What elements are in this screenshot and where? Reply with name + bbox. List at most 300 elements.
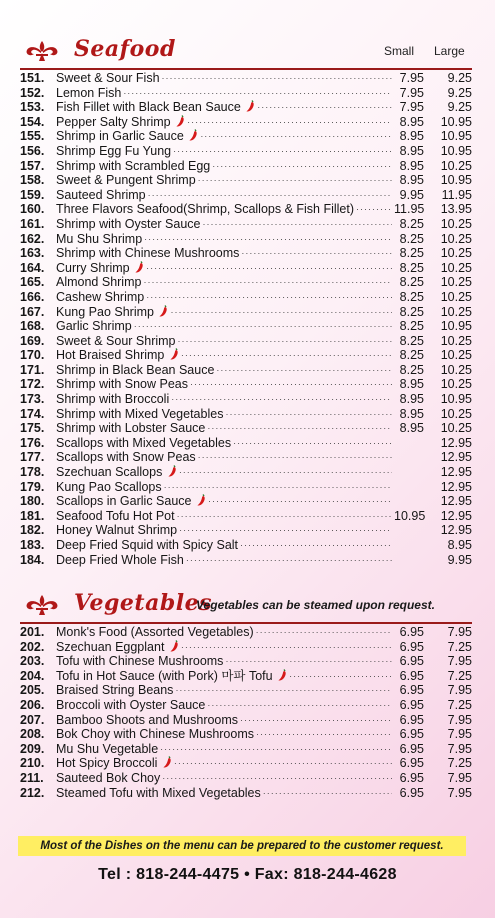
price-large: 13.95 <box>440 202 472 217</box>
item-name-text: Monk's Food (Assorted Vegetables) <box>56 625 254 639</box>
chili-pepper-icon <box>176 115 185 127</box>
dot-leader <box>177 509 392 524</box>
item-name-text: Lemon Fish <box>56 85 122 100</box>
price-large: 10.25 <box>440 275 472 290</box>
item-name-text: Shrimp Egg Fu Yung <box>56 143 172 158</box>
item-number: 156. <box>20 143 45 158</box>
item-number: 160. <box>20 202 45 217</box>
menu-item-row <box>20 144 472 159</box>
section-divider <box>20 68 472 70</box>
item-number: 152. <box>20 85 45 100</box>
vegetables-note: Vegetables can be steamed upon request. <box>196 598 435 612</box>
price-large: 10.95 <box>440 319 472 334</box>
item-name <box>56 363 214 378</box>
price-large: 10.25 <box>440 260 472 275</box>
vegetables-header <box>20 590 472 620</box>
menu-item-row <box>20 392 472 407</box>
item-number: 177. <box>20 450 45 465</box>
dot-leader <box>207 421 392 436</box>
price-small: 7.95 <box>399 71 424 85</box>
dot-leader <box>289 669 392 684</box>
item-number: 207. <box>20 712 45 727</box>
item-name <box>56 348 179 363</box>
menu-item-row <box>20 669 472 684</box>
item-name-text: Kung Pao Shrimp <box>56 304 154 319</box>
price-small: 6.95 <box>399 654 424 669</box>
item-name-text: Shrimp with Lobster Sauce <box>56 421 206 436</box>
vegetables-item-list <box>20 625 472 800</box>
price-small: 11.95 <box>394 202 425 217</box>
item-number: 210. <box>20 756 45 771</box>
dot-leader <box>207 698 392 713</box>
price-small: 8.25 <box>399 362 424 377</box>
price-small: 8.25 <box>399 260 424 275</box>
dot-leader <box>263 786 392 801</box>
price-small: 8.95 <box>399 129 424 144</box>
item-name <box>56 173 196 188</box>
item-name-text: Shrimp in Garlic Sauce <box>56 129 184 144</box>
dot-leader <box>190 377 392 392</box>
price-large: 12.95 <box>440 465 472 480</box>
item-number: 204. <box>20 668 45 683</box>
item-number: 162. <box>20 231 45 246</box>
item-number: 155. <box>20 129 45 144</box>
item-number: 157. <box>20 158 45 173</box>
menu-item-row <box>20 71 472 86</box>
item-number: 176. <box>20 435 45 450</box>
item-name <box>56 494 206 509</box>
item-number: 161. <box>20 216 45 231</box>
menu-item-row <box>20 640 472 655</box>
price-small: 6.95 <box>399 625 424 639</box>
menu-item-row <box>20 290 472 305</box>
dot-leader <box>187 115 392 130</box>
menu-item-row <box>20 86 472 101</box>
menu-item-row <box>20 129 472 144</box>
item-name <box>56 465 177 480</box>
item-name <box>56 334 176 349</box>
price-small: 8.95 <box>399 158 424 173</box>
item-name <box>56 159 210 174</box>
price-small: 6.95 <box>399 785 424 800</box>
dot-leader <box>225 654 392 669</box>
item-name <box>56 86 121 101</box>
item-number: 158. <box>20 173 45 188</box>
price-small: 8.25 <box>399 289 424 304</box>
dot-leader <box>256 727 392 742</box>
chili-pepper-icon <box>163 756 172 768</box>
item-name-text: Shrimp with Broccoli <box>56 392 170 407</box>
item-name-text: Shrimp in Black Bean Sauce <box>56 362 215 377</box>
item-number: 184. <box>20 552 45 567</box>
item-name-text: Seafood Tofu Hot Pot <box>56 508 175 523</box>
chili-pepper-icon <box>168 465 177 477</box>
dot-leader <box>240 538 392 553</box>
price-large: 7.95 <box>447 654 472 669</box>
price-large: 12.95 <box>440 450 472 465</box>
price-large: 10.25 <box>440 348 472 363</box>
price-large: 10.95 <box>440 392 472 407</box>
item-name <box>56 538 238 553</box>
item-name <box>56 319 132 334</box>
price-small: 8.25 <box>399 231 424 246</box>
item-number: 202. <box>20 639 45 654</box>
price-large: 12.95 <box>440 435 472 450</box>
seafood-header <box>20 36 472 66</box>
dot-leader <box>203 217 393 232</box>
dot-leader <box>144 232 392 247</box>
menu-item-row <box>20 305 472 320</box>
menu-item-row <box>20 246 472 261</box>
price-large: 7.95 <box>447 727 472 742</box>
fleur-de-lis-icon <box>20 594 64 616</box>
menu-item-row <box>20 275 472 290</box>
price-small: 6.95 <box>399 668 424 683</box>
item-name-text: Szechuan Eggplant <box>56 639 165 654</box>
item-name-text: Shrimp with Scrambled Egg <box>56 158 211 173</box>
dot-leader <box>162 71 392 86</box>
dot-leader <box>134 319 392 334</box>
item-name <box>56 115 185 130</box>
price-large: 12.95 <box>440 479 472 494</box>
dot-leader <box>241 246 392 261</box>
item-name <box>56 640 179 655</box>
price-small: 6.95 <box>399 756 424 771</box>
menu-item-row <box>20 363 472 378</box>
item-name-text: Broccoli with Oyster Sauce <box>56 697 206 712</box>
item-name-text: Scallops in Garlic Sauce <box>56 494 192 509</box>
dot-leader <box>198 450 392 465</box>
item-name <box>56 742 158 757</box>
item-name <box>56 246 239 261</box>
menu-item-row <box>20 756 472 771</box>
item-name-text: Bamboo Shoots and Mushrooms <box>56 712 239 727</box>
price-large: 7.95 <box>447 712 472 727</box>
item-name <box>56 756 172 771</box>
item-name-text: Mu Shu Vegetable <box>56 741 159 756</box>
menu-item-row <box>20 771 472 786</box>
menu-item-row <box>20 683 472 698</box>
price-large: 12.95 <box>440 494 472 509</box>
item-name-text: Scallops with Snow Peas <box>56 450 196 465</box>
item-name <box>56 392 169 407</box>
seafood-item-list <box>20 71 472 567</box>
price-large: 12.95 <box>440 523 472 538</box>
vegetables-section <box>20 590 472 800</box>
item-number: 180. <box>20 494 45 509</box>
chili-pepper-icon <box>170 640 179 652</box>
price-large: 9.25 <box>447 71 472 85</box>
item-number: 169. <box>20 333 45 348</box>
price-small: 6.95 <box>399 683 424 698</box>
price-small: 8.95 <box>399 143 424 158</box>
dot-leader <box>257 100 392 115</box>
item-name-text: Hot Braised Shrimp <box>56 348 165 363</box>
dot-leader <box>160 742 392 757</box>
menu-item-row <box>20 421 472 436</box>
price-small: 6.95 <box>399 712 424 727</box>
dot-leader <box>256 625 392 640</box>
item-number: 208. <box>20 727 45 742</box>
item-name <box>56 654 223 669</box>
menu-item-row <box>20 465 472 480</box>
price-large: 12.95 <box>440 508 472 523</box>
item-name <box>56 771 160 786</box>
item-number: 201. <box>20 625 45 639</box>
menu-item-row <box>20 261 472 276</box>
item-name <box>56 407 223 422</box>
dot-leader <box>170 305 392 320</box>
item-name <box>56 436 231 451</box>
item-number: 183. <box>20 538 45 552</box>
dot-leader <box>148 188 392 203</box>
item-number: 172. <box>20 377 45 392</box>
item-name-text: Steamed Tofu with Mixed Vegetables <box>56 785 261 800</box>
price-small: 6.95 <box>399 639 424 654</box>
item-name-text: Kung Pao Scallops <box>56 479 162 494</box>
item-name <box>56 275 141 290</box>
dot-leader <box>179 523 392 538</box>
item-name-text: Almond Shrimp <box>56 275 142 290</box>
dot-leader <box>179 465 392 480</box>
item-name <box>56 713 238 728</box>
item-name-text: Sweet & Pungent Shrimp <box>56 173 196 188</box>
price-large: 7.25 <box>447 756 472 771</box>
menu-item-row <box>20 727 472 742</box>
price-small: 9.95 <box>399 187 424 202</box>
price-small: 8.25 <box>399 333 424 348</box>
item-name-text: Garlic Shrimp <box>56 319 132 334</box>
dot-leader <box>212 159 392 174</box>
price-small: 6.95 <box>399 741 424 756</box>
price-large: 10.25 <box>440 377 472 392</box>
item-name <box>56 480 162 495</box>
price-small: 8.95 <box>399 392 424 407</box>
item-number: 206. <box>20 697 45 712</box>
menu-item-row <box>20 202 472 217</box>
dot-leader <box>146 261 392 276</box>
dot-leader <box>162 771 392 786</box>
price-small: 8.95 <box>399 421 424 436</box>
price-large: 10.25 <box>440 231 472 246</box>
price-large: 7.95 <box>447 625 472 639</box>
item-name <box>56 217 201 232</box>
item-name-text: Curry Shrimp <box>56 260 130 275</box>
dot-leader <box>225 407 392 422</box>
item-name-text: Sauteed Bok Choy <box>56 770 161 785</box>
menu-item-row <box>20 742 472 757</box>
dot-leader <box>143 275 392 290</box>
menu-item-row <box>20 538 472 553</box>
menu-item-row <box>20 173 472 188</box>
dot-leader <box>146 290 392 305</box>
price-small: 8.25 <box>399 246 424 261</box>
price-large: 9.25 <box>447 100 472 115</box>
menu-item-row <box>20 523 472 538</box>
price-large: 11.95 <box>441 187 472 202</box>
menu-item-row <box>20 786 472 801</box>
column-header-large: Large <box>434 44 465 58</box>
menu-item-row <box>20 625 472 640</box>
price-small: 8.95 <box>399 377 424 392</box>
item-name <box>56 553 184 568</box>
price-small: 8.25 <box>399 348 424 363</box>
item-name <box>56 683 173 698</box>
item-number: 171. <box>20 362 45 377</box>
price-small: 10.95 <box>394 508 426 523</box>
item-name-text: Sweet & Sour Shrimp <box>56 333 176 348</box>
chili-pepper-icon <box>278 669 287 681</box>
seafood-title: Seafood <box>74 36 176 62</box>
price-large: 10.25 <box>440 421 472 436</box>
item-name <box>56 188 146 203</box>
dot-leader <box>174 756 392 771</box>
price-large: 10.95 <box>440 173 472 188</box>
price-large: 7.95 <box>447 770 472 785</box>
menu-item-row <box>20 480 472 495</box>
item-name <box>56 129 198 144</box>
item-name <box>56 669 287 684</box>
item-name-text: Tofu in Hot Sauce (with Pork) 마파 Tofu <box>56 668 273 683</box>
price-large: 10.95 <box>440 143 472 158</box>
item-number: 170. <box>20 348 45 363</box>
menu-item-row <box>20 654 472 669</box>
item-name <box>56 305 168 320</box>
item-number: 154. <box>20 114 45 129</box>
menu-item-row <box>20 217 472 232</box>
chili-pepper-icon <box>159 305 168 317</box>
item-name-text: Pepper Salty Shrimp <box>56 114 171 129</box>
menu-item-row <box>20 698 472 713</box>
item-name <box>56 202 354 217</box>
item-name <box>56 377 188 392</box>
item-name-text: Shrimp with Chinese Mushrooms <box>56 246 240 261</box>
item-number: 165. <box>20 275 45 290</box>
price-large: 7.95 <box>447 785 472 800</box>
dot-leader <box>178 334 393 349</box>
menu-item-row <box>20 377 472 392</box>
item-name-text: Honey Walnut Shrimp <box>56 523 178 538</box>
menu-item-row <box>20 450 472 465</box>
fleur-de-lis-icon <box>20 40 64 62</box>
item-number: 168. <box>20 319 45 334</box>
dot-leader <box>186 553 392 568</box>
dot-leader <box>200 129 392 144</box>
menu-item-row <box>20 115 472 130</box>
dot-leader <box>173 144 392 159</box>
price-small: 6.95 <box>399 770 424 785</box>
price-large: 10.25 <box>440 333 472 348</box>
price-large: 10.25 <box>440 216 472 231</box>
dot-leader <box>123 86 392 101</box>
item-number: 179. <box>20 479 45 494</box>
item-name <box>56 144 171 159</box>
menu-item-row <box>20 713 472 728</box>
item-number: 174. <box>20 406 45 421</box>
chili-pepper-icon <box>189 129 198 141</box>
item-name <box>56 523 177 538</box>
item-number: 175. <box>20 421 45 436</box>
chili-pepper-icon <box>170 348 179 360</box>
item-number: 167. <box>20 304 45 319</box>
menu-item-row <box>20 319 472 334</box>
price-large: 10.95 <box>440 129 472 144</box>
dot-leader <box>181 348 392 363</box>
chili-pepper-icon <box>135 261 144 273</box>
menu-item-row <box>20 348 472 363</box>
item-name <box>56 509 175 524</box>
item-name-text: Sauteed Shrimp <box>56 187 146 202</box>
item-number: 151. <box>20 71 45 85</box>
menu-item-row <box>20 509 472 524</box>
price-small: 8.25 <box>399 216 424 231</box>
item-name-text: Fish Fillet with Black Bean Sauce <box>56 100 241 115</box>
item-name-text: Deep Fried Squid with Spicy Salt <box>56 538 239 552</box>
item-name-text: Bok Choy with Chinese Mushrooms <box>56 727 254 742</box>
price-small: 8.25 <box>399 319 424 334</box>
item-number: 166. <box>20 289 45 304</box>
chili-pepper-icon <box>197 494 206 506</box>
price-large: 10.25 <box>440 362 472 377</box>
customer-request-banner: Most of the Dishes on the menu can be prepared to the customer request. <box>18 836 466 856</box>
item-name-text: Scallops with Mixed Vegetables <box>56 435 232 450</box>
item-name-text: Deep Fried Whole Fish <box>56 552 184 567</box>
price-large: 7.95 <box>447 683 472 698</box>
item-number: 181. <box>20 508 45 523</box>
dot-leader <box>216 363 392 378</box>
item-name <box>56 261 144 276</box>
item-name <box>56 786 261 801</box>
item-name-text: Three Flavors Seafood(Shrimp, Scallops & Fish Fillet) <box>56 202 355 217</box>
price-large: 10.25 <box>440 289 472 304</box>
item-name-text: Shrimp with Mixed Vegetables <box>56 406 224 421</box>
dot-leader <box>175 683 392 698</box>
item-name-text: Sweet & Sour Fish <box>56 71 160 85</box>
dot-leader <box>240 713 392 728</box>
item-number: 178. <box>20 465 45 480</box>
item-number: 205. <box>20 683 45 698</box>
price-large: 10.25 <box>440 158 472 173</box>
price-small: 8.25 <box>399 275 424 290</box>
menu-item-row <box>20 553 472 568</box>
menu-item-row <box>20 188 472 203</box>
item-number: 163. <box>20 246 45 261</box>
seafood-section <box>20 36 472 567</box>
menu-item-row <box>20 334 472 349</box>
item-name-text: Shrimp with Oyster Sauce <box>56 216 201 231</box>
menu-item-row <box>20 159 472 174</box>
item-number: 203. <box>20 654 45 669</box>
item-name <box>56 100 255 115</box>
price-small: 8.95 <box>399 114 424 129</box>
price-large: 8.95 <box>447 538 472 552</box>
dot-leader <box>356 202 392 217</box>
item-name-text: Hot Spicy Broccoli <box>56 756 158 771</box>
dot-leader <box>208 494 392 509</box>
item-name <box>56 421 205 436</box>
contact-phone-fax: Tel : 818-244-4475 • Fax: 818-244-4628 <box>98 866 397 883</box>
price-large: 9.95 <box>447 552 472 567</box>
price-small: 7.95 <box>399 100 424 115</box>
item-number: 164. <box>20 260 45 275</box>
item-number: 209. <box>20 741 45 756</box>
vegetables-title: Vegetables <box>74 590 212 616</box>
price-small: 6.95 <box>399 727 424 742</box>
price-small: 8.95 <box>399 406 424 421</box>
price-large: 7.25 <box>447 668 472 683</box>
menu-item-row <box>20 494 472 509</box>
item-name <box>56 450 196 465</box>
